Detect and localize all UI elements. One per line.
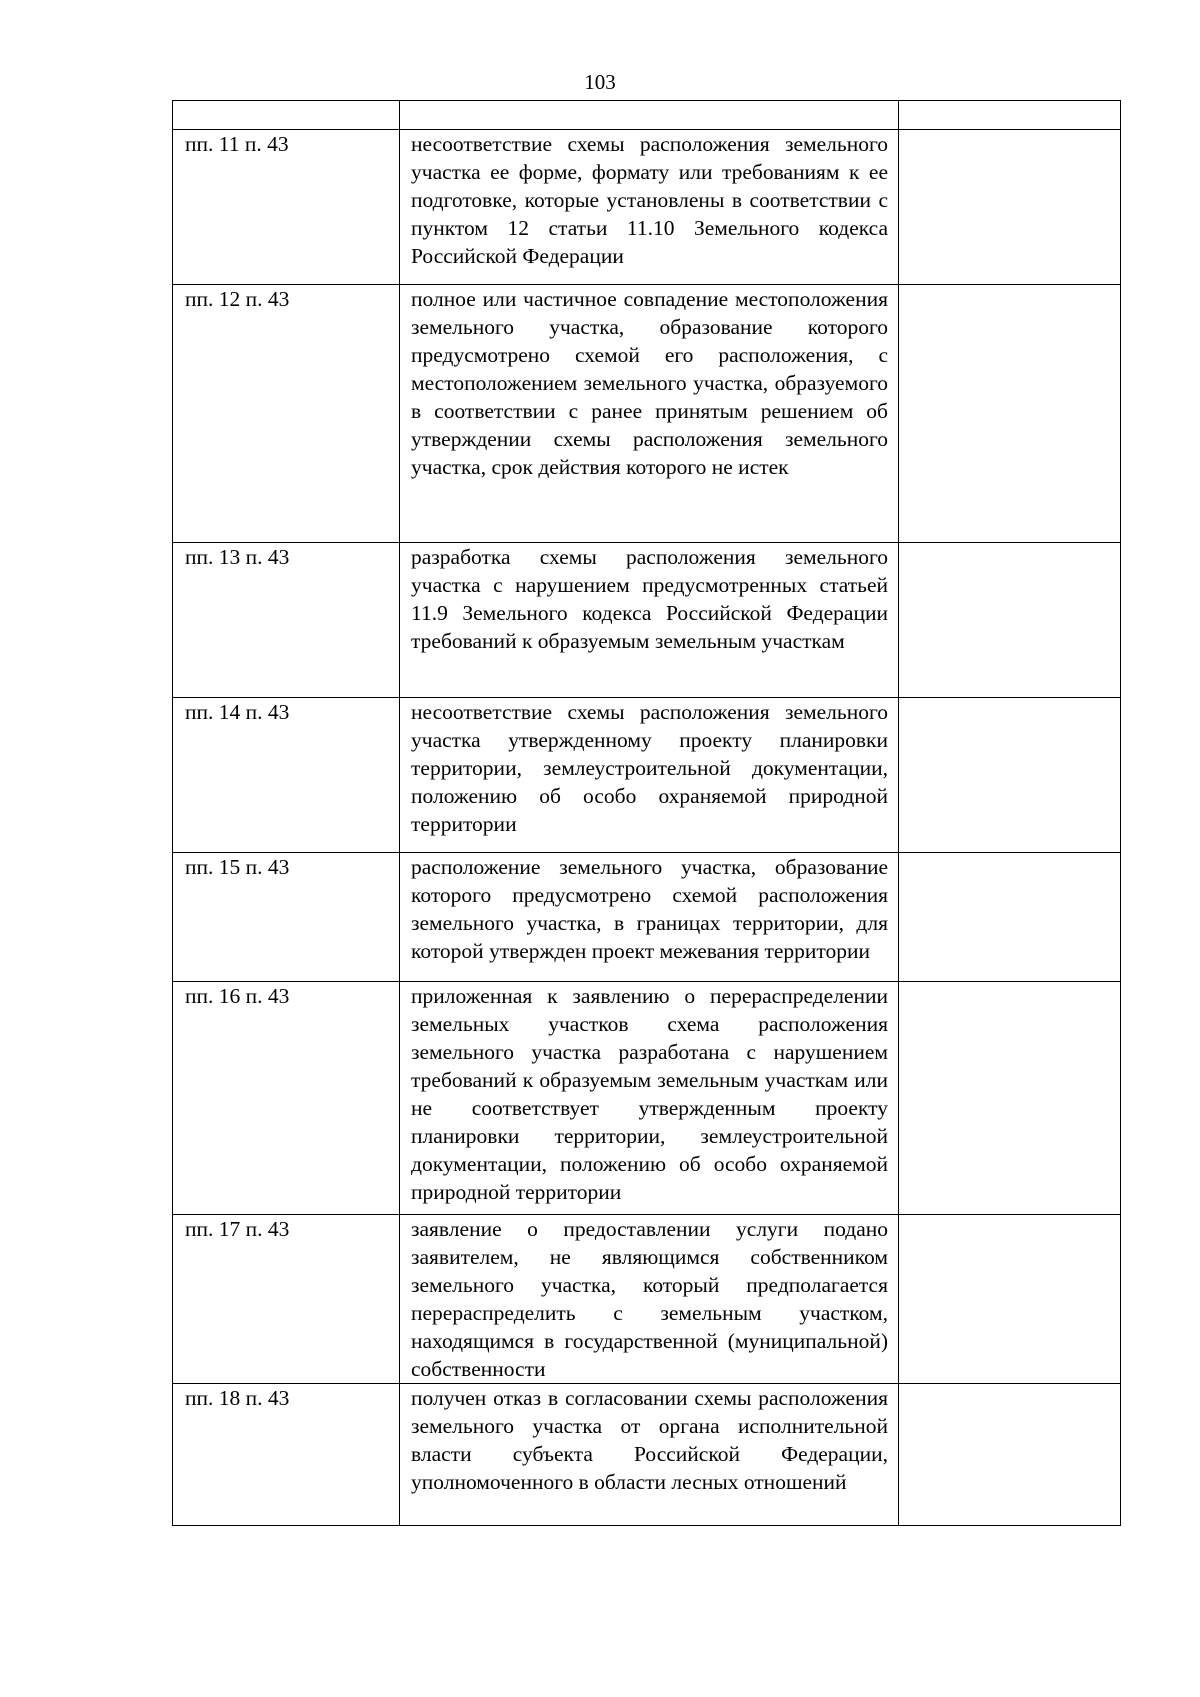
ref-cell: пп. 18 п. 43 [173, 1384, 400, 1526]
text-cell: заявление о предоставлении услуги подано заявителем, не являющимся собственником земельного участка, который предполагается перераспределить с земельным участком, находящимся в государственной (муниципальной) собственности [400, 1215, 899, 1384]
note-cell [899, 698, 1121, 853]
ref-cell: пп. 11 п. 43 [173, 130, 400, 285]
text-cell: разработка схемы расположения земельного участка с нарушением предусмотренных статьей 11.9 Земельного кодекса Российской Федерации требований к образуемым земельным участкам [400, 543, 899, 698]
table-row [173, 698, 1121, 853]
table-row [173, 982, 1121, 1215]
text-cell: несоответствие схемы расположения земельного участка ее форме, формату или требованиям к ее подготовке, которые установлены в соответствии с пунктом 12 статьи 11.10 Земельного кодекса Российской Федерации [400, 130, 899, 285]
text-cell: полное или частичное совпадение местоположения земельного участка, образование которого предусмотрено схемой его расположения, с местоположением земельного участка, образуемого в соответствии с ранее принятым решением об утверждении схемы расположения земельного участка, срок действия которого не истек [400, 285, 899, 543]
header-cell-ref [173, 101, 400, 130]
note-cell [899, 1215, 1121, 1384]
table-row [173, 1215, 1121, 1384]
note-cell [899, 982, 1121, 1215]
ref-cell: пп. 16 п. 43 [173, 982, 400, 1215]
header-cell-text [400, 101, 899, 130]
table-row [173, 543, 1121, 698]
table-row [173, 1384, 1121, 1526]
note-cell [899, 543, 1121, 698]
table-row [173, 130, 1121, 285]
text-cell: приложенная к заявлению о перераспределении земельных участков схема расположения земельного участка разработана с нарушением требований к образуемым земельным участкам или не соответствует утвержденным проекту планировки территории, землеустроительной документации, положению об особо охраняемой природной территории [400, 982, 899, 1215]
table-row [173, 285, 1121, 543]
ref-cell: пп. 12 п. 43 [173, 285, 400, 543]
ref-cell: пп. 17 п. 43 [173, 1215, 400, 1384]
grounds-table [172, 100, 1121, 1526]
text-cell: расположение земельного участка, образование которого предусмотрено схемой расположения земельного участка, в границах территории, для которой утвержден проект межевания территории [400, 853, 899, 982]
note-cell [899, 285, 1121, 543]
note-cell [899, 853, 1121, 982]
ref-cell: пп. 15 п. 43 [173, 853, 400, 982]
note-cell [899, 1384, 1121, 1526]
table-row [173, 853, 1121, 982]
header-cell-note [899, 101, 1121, 130]
ref-cell: пп. 13 п. 43 [173, 543, 400, 698]
text-cell: несоответствие схемы расположения земельного участка утвержденному проекту планировки территории, землеустроительной документации, положению об особо охраняемой природной территории [400, 698, 899, 853]
table-header-row [173, 101, 1121, 130]
page-number: 103 [584, 70, 616, 94]
ref-cell: пп. 14 п. 43 [173, 698, 400, 853]
note-cell [899, 130, 1121, 285]
text-cell: получен отказ в согласовании схемы расположения земельного участка от органа исполнительной власти субъекта Российской Федерации, уполномоченного в области лесных отношений [400, 1384, 899, 1526]
